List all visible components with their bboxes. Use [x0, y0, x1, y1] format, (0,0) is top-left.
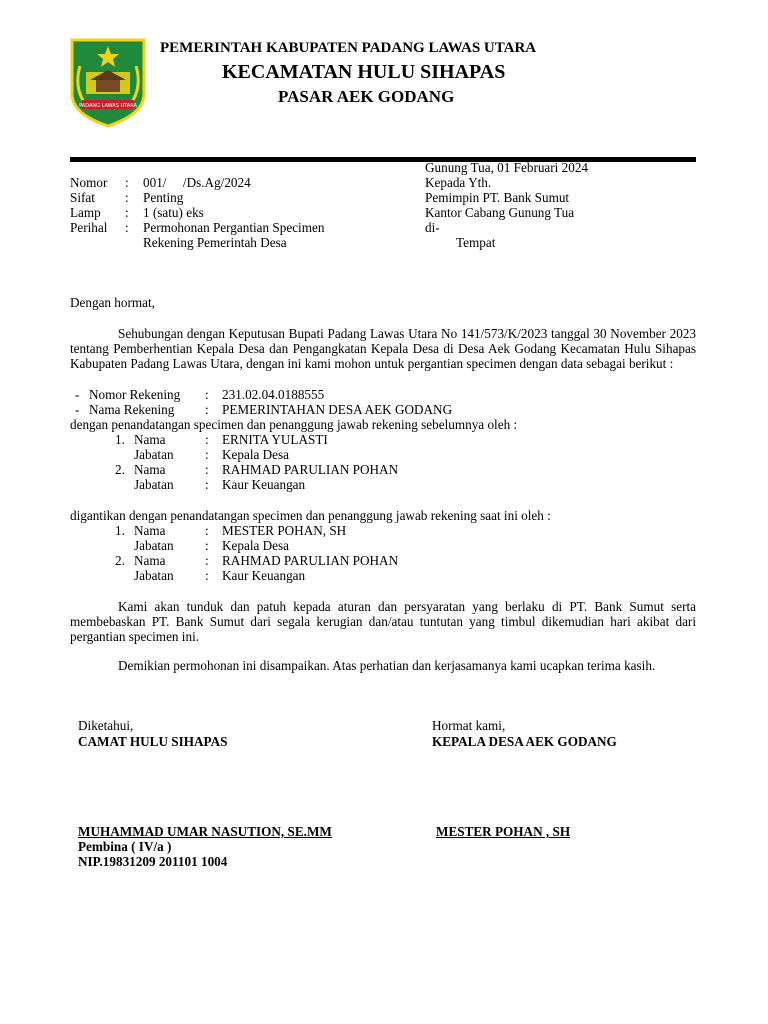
sifat-value: Penting [143, 190, 184, 205]
nomor-label: Nomor [70, 175, 108, 190]
nomor-value: 001/ /Ds.Ag/2024 [143, 175, 251, 190]
recipient-line1: Kepada Yth. [425, 175, 492, 190]
sifat-colon: : [125, 190, 129, 205]
sign-right-intro: Hormat kami, [432, 718, 506, 733]
perihal-value-line1: Permohonan Pergantian Specimen [143, 220, 325, 235]
header-divider [70, 157, 696, 162]
old-2-jabatan-colon: : [205, 477, 209, 492]
lamp-value: 1 (satu) eks [143, 205, 204, 220]
paragraph-intro [70, 326, 696, 371]
new-2-nama-colon: : [205, 553, 209, 568]
header-location-line: PASAR AEK GODANG [278, 87, 455, 106]
sign-right-name: MESTER POHAN , SH [436, 824, 571, 839]
old-2-number: 2. [115, 462, 125, 477]
old-2-nama-label: Nama [134, 462, 166, 477]
header-government-line: PEMERINTAH KABUPATEN PADANG LAWAS UTARA [160, 40, 537, 56]
old-1-jabatan-label: Jabatan [134, 447, 174, 462]
sign-right-title: KEPALA DESA AEK GODANG [432, 734, 617, 749]
regency-emblem-logo [68, 36, 148, 128]
nomor-colon: : [125, 175, 129, 190]
new-2-jabatan-label: Jabatan [134, 568, 174, 583]
rek-no-colon: : [205, 387, 209, 402]
sign-left-title: CAMAT HULU SIHAPAS [78, 734, 228, 749]
old-1-jabatan-colon: : [205, 447, 209, 462]
new-1-jabatan-colon: : [205, 538, 209, 553]
new-2-jabatan-colon: : [205, 568, 209, 583]
recipient-line5: Tempat [456, 235, 496, 250]
recipient-line3: Kantor Cabang Gunung Tua [425, 205, 575, 220]
sign-left-rank: Pembina ( IV/a ) [78, 839, 172, 854]
sign-left-name: MUHAMMAD UMAR NASUTION, SE.MM [78, 824, 332, 839]
recipient-line4: di- [425, 220, 440, 235]
rek-nama-label: Nama Rekening [89, 402, 175, 417]
rek-no-label: Nomor Rekening [89, 387, 181, 402]
old-1-nama-label: Nama [134, 432, 166, 447]
paragraph-commitment [70, 599, 696, 644]
paragraph-closing [70, 658, 696, 673]
lamp-colon: : [125, 205, 129, 220]
sign-left-intro: Diketahui, [78, 718, 134, 733]
new-2-nama: RAHMAD PARULIAN POHAN [222, 553, 399, 568]
old-1-nama: ERNITA YULASTI [222, 432, 328, 447]
old-2-nama-colon: : [205, 462, 209, 477]
paragraph-intro-text: Sehubungan dengan Keputusan Bupati Padang Lawas Utara No 141/573/K/2023 tanggal 30 November 2023 tentang Pemberhentian Kepala Desa dan Pengangkatan Kepala Desa di Desa Aek Godang Kecamatan Hulu Sihapas Kabupaten Padang Lawas Utara, dengan ini kami mohon untuk pergantian specimen dengan data sebagai berikut : [70, 326, 696, 371]
rek-nama-dash: - [75, 402, 80, 417]
perihal-colon: : [125, 220, 129, 235]
new-signers-intro: digantikan dengan penandatangan specimen dan penanggung jawab rekening saat ini oleh : [70, 508, 551, 523]
old-2-nama: RAHMAD PARULIAN POHAN [222, 462, 399, 477]
perihal-label: Perihal [70, 220, 108, 235]
old-2-jabatan-label: Jabatan [134, 477, 174, 492]
rek-nama-value: PEMERINTAHAN DESA AEK GODANG [222, 402, 453, 417]
perihal-value-line2: Rekening Pemerintah Desa [143, 235, 287, 250]
rek-no-dash: - [75, 387, 80, 402]
old-2-jabatan: Kaur Keuangan [222, 477, 306, 492]
old-signers-intro: dengan penandatangan specimen dan penanggung jawab rekening sebelumnya oleh : [70, 417, 518, 432]
sign-left-nip: NIP.19831209 201101 1004 [78, 854, 228, 869]
old-1-nama-colon: : [205, 432, 209, 447]
header-district-line: KECAMATAN HULU SIHAPAS [222, 61, 506, 83]
rek-no-value: 231.02.04.0188555 [222, 387, 325, 402]
new-1-number: 1. [115, 523, 125, 538]
old-1-jabatan: Kepala Desa [222, 447, 289, 462]
new-1-nama-label: Nama [134, 523, 166, 538]
new-2-nama-label: Nama [134, 553, 166, 568]
paragraph-commitment-text: Kami akan tunduk dan patuh kepada aturan dan persyaratan yang berlaku di PT. Bank Sumut serta membebaskan PT. Bank Sumut dari segala kerugian dan/atau tuntutan yang timbul dikemudian hari akibat dari pergantian specimen ini. [70, 599, 696, 644]
new-1-jabatan: Kepala Desa [222, 538, 289, 553]
greeting: Dengan hormat, [70, 295, 155, 310]
old-1-number: 1. [115, 432, 125, 447]
new-1-nama: MESTER POHAN, SH [222, 523, 347, 538]
new-2-jabatan: Kaur Keuangan [222, 568, 306, 583]
new-1-nama-colon: : [205, 523, 209, 538]
new-1-jabatan-label: Jabatan [134, 538, 174, 553]
sifat-label: Sifat [70, 190, 95, 205]
rek-nama-colon: : [205, 402, 209, 417]
letter-date: Gunung Tua, 01 Februari 2024 [425, 160, 589, 175]
paragraph-closing-text: Demikian permohonan ini disampaikan. Atas perhatian dan kerjasamanya kami ucapkan terima kasih. [118, 658, 656, 673]
new-2-number: 2. [115, 553, 125, 568]
recipient-line2: Pemimpin PT. Bank Sumut [425, 190, 570, 205]
lamp-label: Lamp [70, 205, 101, 220]
logo-ribbon-text: PADANG LAWAS UTARA [79, 103, 137, 109]
